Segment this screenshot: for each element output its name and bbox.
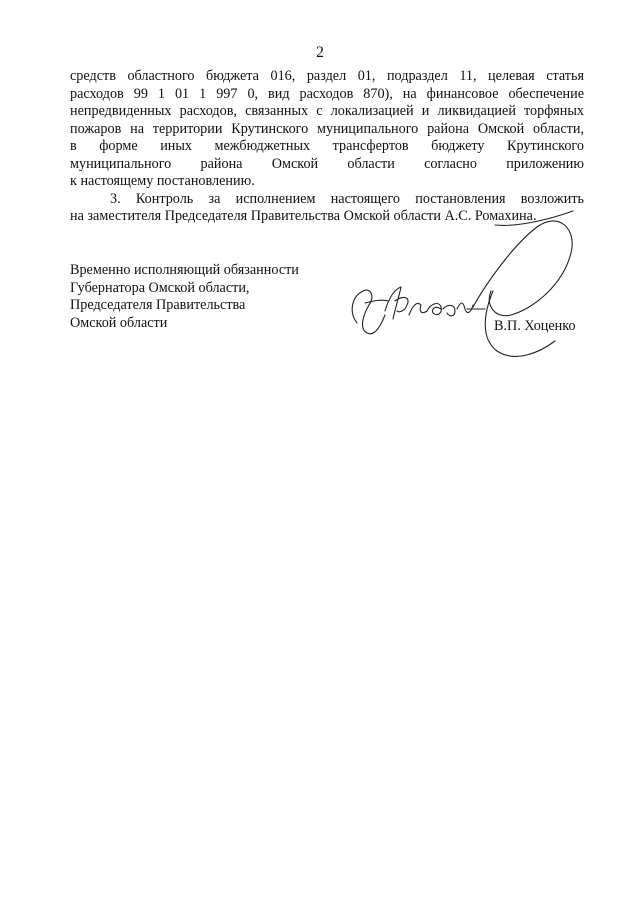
signatory-title-line: Губернатора Омской области,	[70, 279, 250, 296]
signatory-title-line: Омской области	[70, 314, 168, 331]
text-line: расходов 99 1 01 1 997 0, вид расходов 870), на финансовое обеспечение	[70, 85, 584, 102]
handwritten-signature	[345, 205, 585, 365]
clause-3-line: на заместителя Председателя Правительства Омской области А.С. Ромахина.	[70, 208, 537, 224]
text-line: к настоящему постановлению.	[70, 173, 255, 189]
signatory-title-line: Временно исполняющий обязанности	[70, 262, 299, 278]
clause-3-line: 3. Контроль за исполнением настоящего постановления возложить	[110, 190, 584, 207]
text-line: муниципального района Омской области согласно приложению	[70, 155, 584, 172]
text-line: непредвиденных расходов, связанных с локализацией и ликвидацией торфяных	[70, 103, 584, 119]
signatory-title-line: Председателя Правительства	[70, 297, 246, 313]
decree-text	[70, 68, 584, 226]
signatory-title	[70, 262, 299, 332]
signatory-name: В.П. Хоценко	[494, 318, 576, 334]
page-number: 2	[316, 44, 324, 61]
text-line: средств областного бюджета 016, раздел 01, подраздел 11, целевая статья	[70, 68, 584, 84]
text-line: пожаров на территории Крутинского муниципального района Омской области,	[70, 120, 584, 137]
text-line: в форме иных межбюджетных трансфертов бюджету Крутинского	[70, 138, 584, 154]
